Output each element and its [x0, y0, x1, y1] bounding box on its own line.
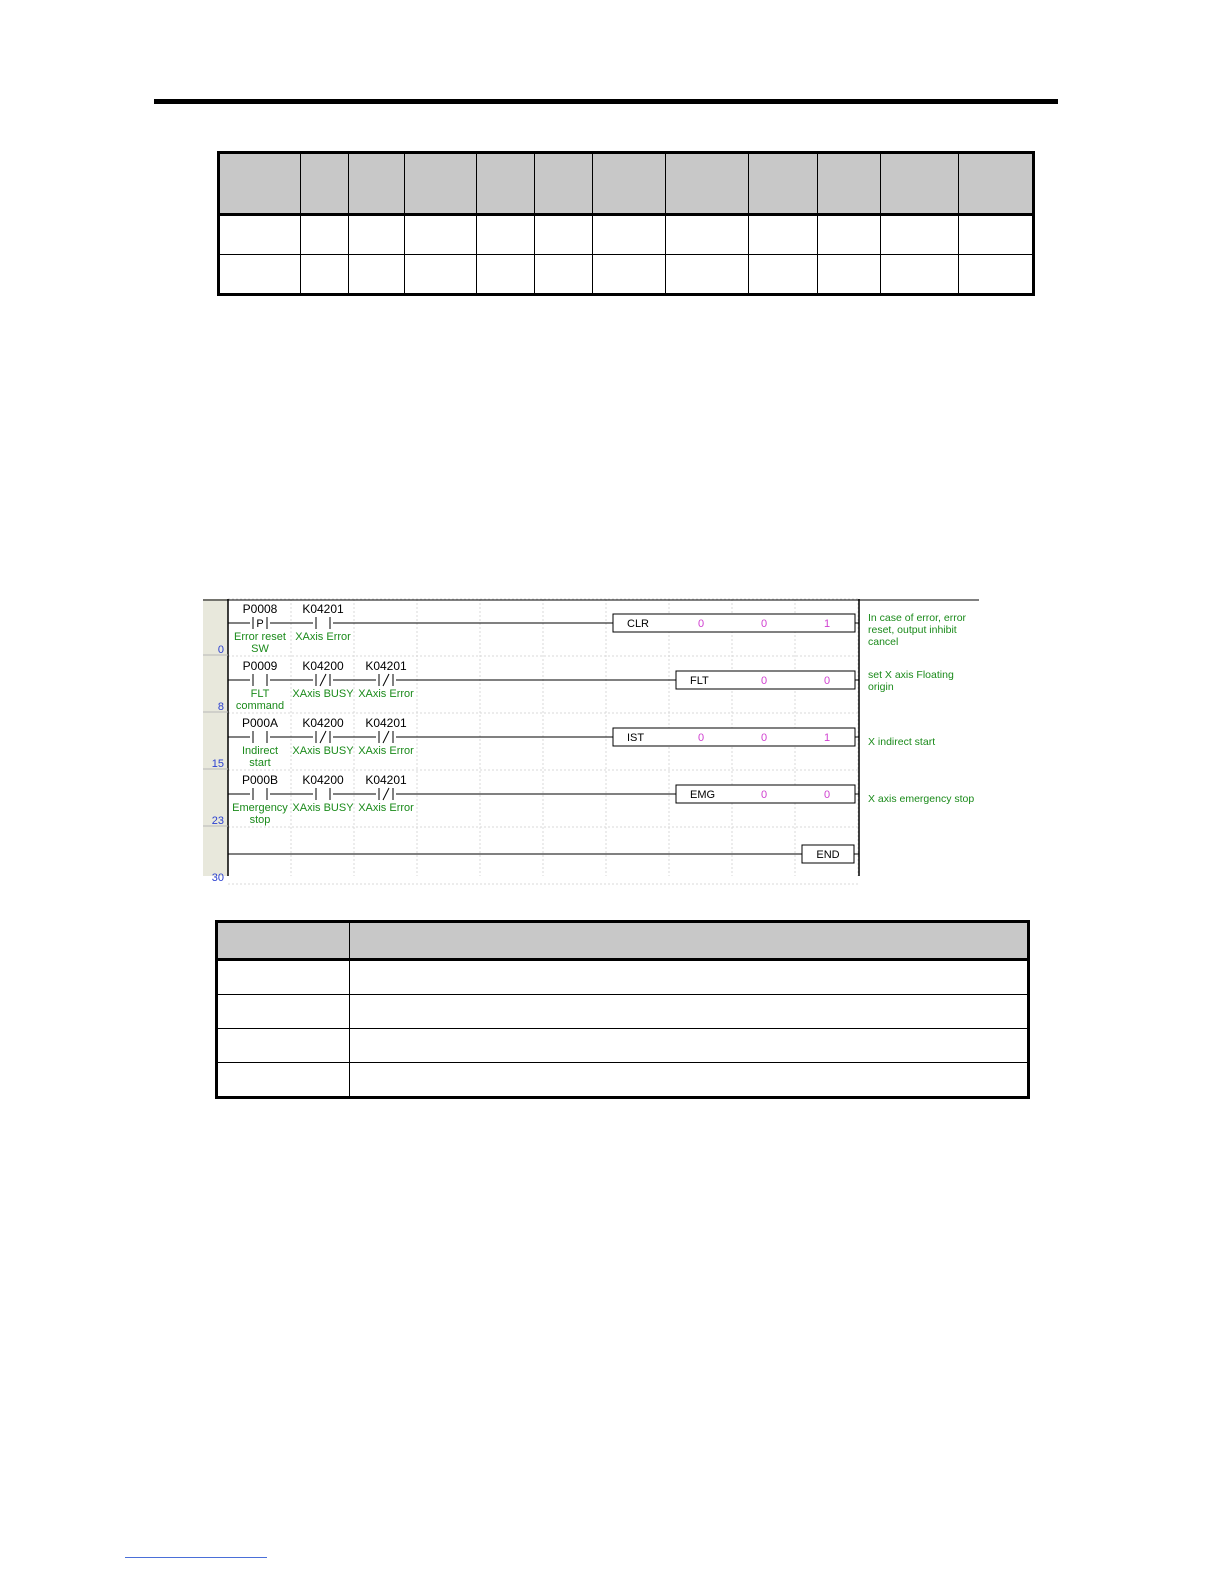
instruction-name: EMG — [690, 789, 716, 801]
contact-comment: XAxis Error — [295, 631, 351, 643]
contact-device-label: P0009 — [242, 659, 278, 673]
ladder-program-diagram — [203, 599, 979, 884]
contact-device-label: K04201 — [365, 773, 407, 787]
contact-device-label: P0008 — [242, 602, 278, 616]
instruction-box — [613, 614, 855, 632]
contact-comment: Indirect — [241, 745, 279, 757]
rung-0 — [203, 602, 967, 656]
instruction-emg — [676, 785, 855, 803]
contact-comment: XAxis Error — [358, 745, 414, 757]
instruction-operand: 1 — [823, 618, 831, 630]
rung-step-number: 0 — [217, 644, 224, 656]
instruction-ist — [613, 728, 855, 746]
contact-pulse-symbol: P — [256, 618, 264, 630]
contact-comment: Error reset — [234, 631, 286, 643]
rung-8 — [203, 659, 954, 713]
rung-comment: X axis emergency stop — [868, 793, 975, 805]
instruction-name: IST — [627, 732, 645, 744]
rung-comment: set X axis Floating — [868, 669, 954, 681]
contact-device-label: K04200 — [302, 716, 344, 730]
contact-device-label: K04201 — [365, 659, 407, 673]
rung-comment: cancel — [868, 636, 899, 648]
contact-p000a — [242, 716, 278, 769]
contact-comment: FLT — [250, 688, 270, 700]
footer-link-rule — [125, 1557, 267, 1558]
instruction-name: CLR — [627, 618, 650, 630]
instruction-operand: 0 — [823, 789, 831, 801]
rung-comment: In case of error, error — [868, 612, 967, 624]
instruction-operand: 0 — [760, 618, 768, 630]
table-row — [217, 995, 1029, 1029]
instruction-name: FLT — [690, 675, 709, 687]
instruction-operand: 0 — [760, 732, 768, 744]
contact-device-label: K04201 — [302, 602, 344, 616]
instruction-box — [613, 728, 855, 746]
instruction-operand: 0 — [760, 789, 768, 801]
device-description-table — [215, 920, 1030, 1099]
table-row — [217, 1029, 1029, 1063]
contact-comment: command — [235, 700, 285, 712]
contact-comment: SW — [251, 643, 269, 655]
contact-device-label: P000B — [241, 773, 279, 787]
table-header-row — [219, 153, 1034, 215]
instruction-operand: 0 — [697, 732, 705, 744]
contact-device-label: K04200 — [302, 773, 344, 787]
contact-device-label: P000A — [241, 716, 279, 730]
table-header-row — [217, 922, 1029, 960]
contact-comment: XAxis BUSY — [292, 688, 354, 700]
contact-comment: XAxis BUSY — [292, 802, 354, 814]
contact-comment: XAxis BUSY — [292, 745, 354, 757]
contact-p000b — [232, 773, 288, 826]
contact-device-label: K04200 — [302, 659, 344, 673]
contact-comment: Emergency — [232, 802, 288, 814]
instruction-flt — [676, 671, 855, 689]
top-rule — [154, 99, 1058, 104]
table-row — [219, 215, 1034, 255]
contact-comment: XAxis Error — [358, 688, 414, 700]
step-gutter — [203, 599, 228, 876]
instruction-end — [802, 845, 854, 863]
contact-comment: start — [249, 757, 271, 769]
rung-comment: reset, output inhibit — [868, 624, 957, 636]
contact-p0008 — [234, 602, 286, 655]
rung-step-number: 8 — [217, 701, 224, 713]
rung-30 — [212, 845, 859, 884]
instruction-operand: 0 — [760, 675, 768, 687]
rung-step-number: 15 — [211, 758, 224, 770]
contact-comment: stop — [249, 814, 271, 826]
contact-comment: XAxis Error — [358, 802, 414, 814]
instruction-operand: 1 — [823, 732, 831, 744]
rung-comment: X indirect start — [868, 736, 936, 748]
rung-step-number: 30 — [211, 872, 224, 884]
instruction-name: END — [816, 849, 840, 861]
table-row — [217, 1063, 1029, 1098]
contact-device-label: K04201 — [365, 716, 407, 730]
rung-comment: origin — [868, 681, 894, 693]
rung-step-number: 23 — [211, 815, 224, 827]
instruction-operand: 0 — [823, 675, 831, 687]
parameter-table — [217, 151, 1035, 296]
table-row — [219, 255, 1034, 295]
rung-15 — [203, 716, 935, 770]
table-row — [217, 960, 1029, 995]
contact-p0009 — [236, 659, 284, 712]
instruction-operand: 0 — [697, 618, 705, 630]
instruction-clr — [613, 614, 855, 632]
